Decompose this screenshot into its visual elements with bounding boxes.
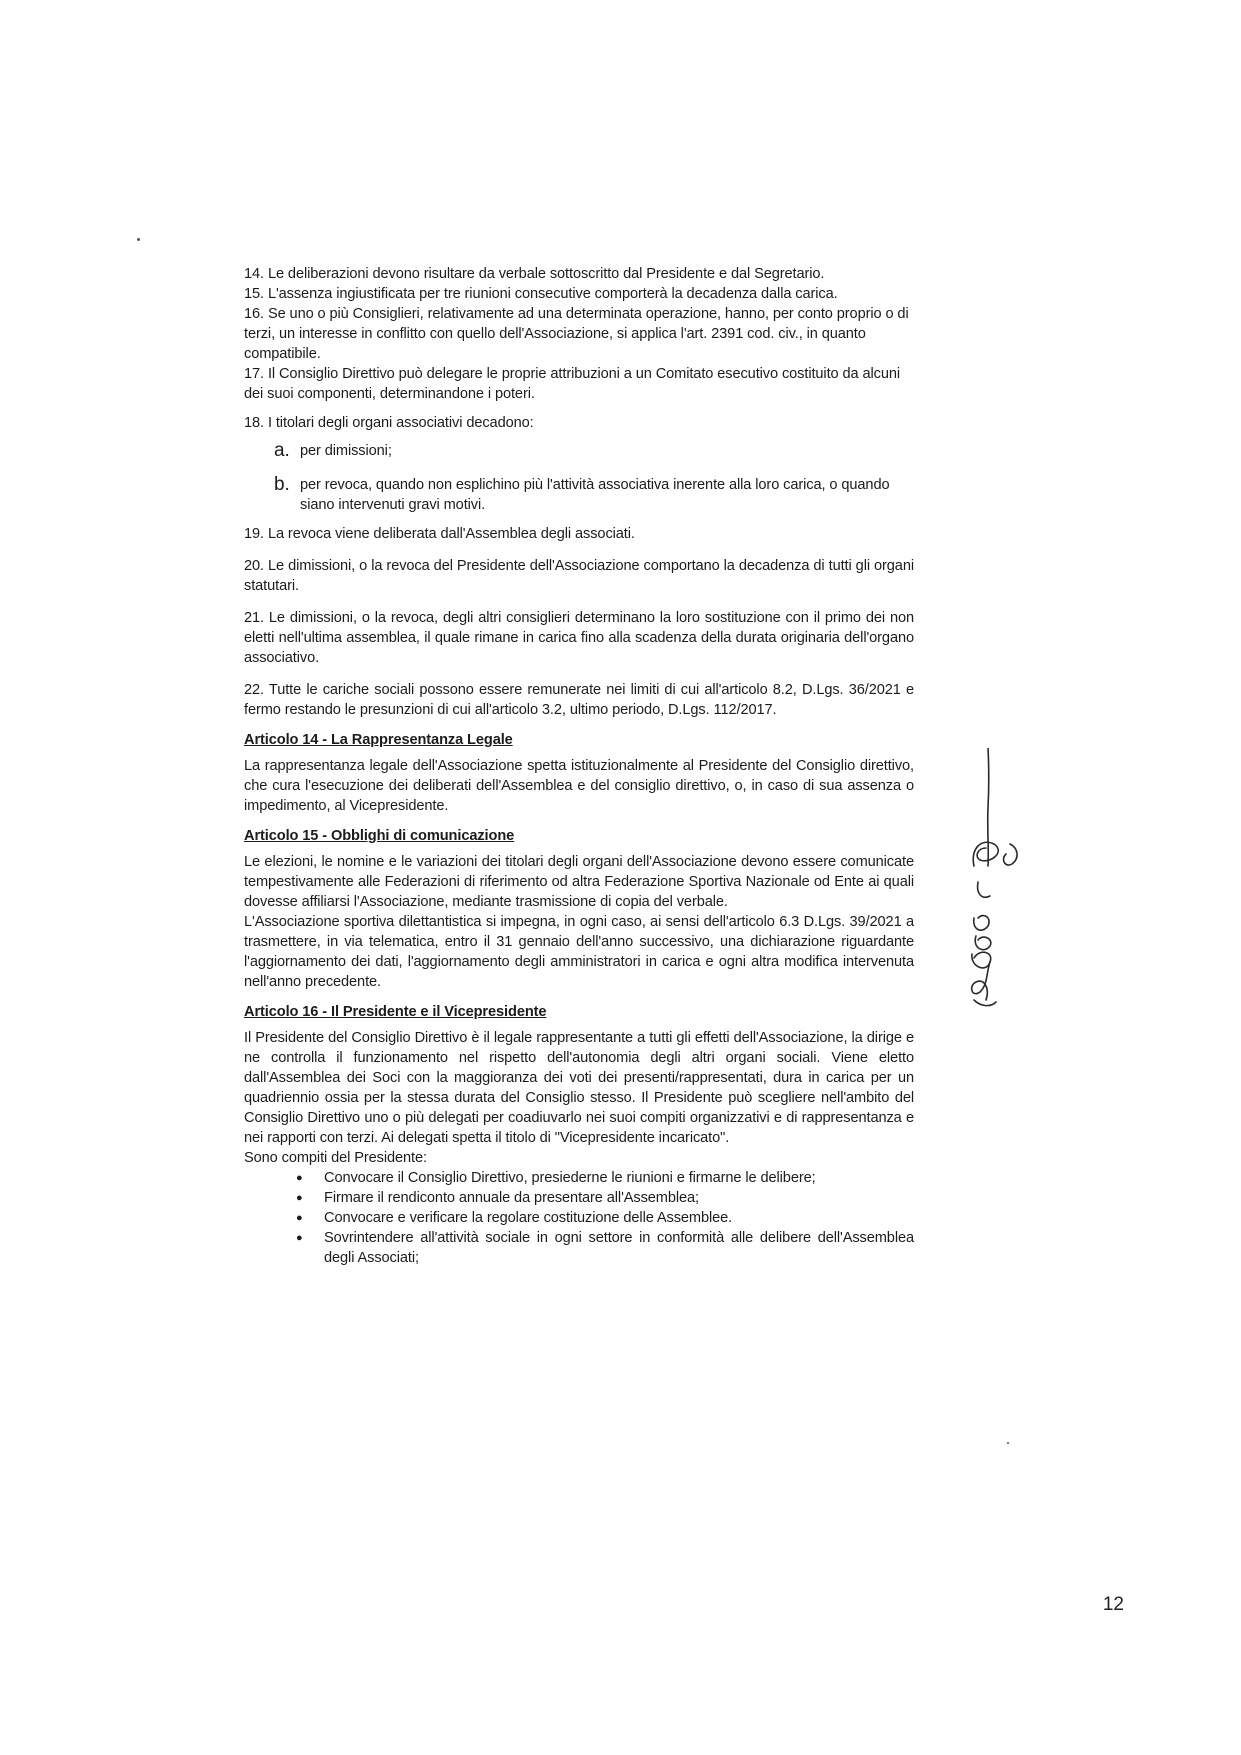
bullet-icon: ● — [296, 1232, 303, 1244]
paragraph-15: 15. L'assenza ingiustificata per tre riunioni consecutive comporterà la decadenza dalla carica. — [244, 286, 838, 302]
paragraph-18-intro: 18. I titolari degli organi associativi decadono: — [244, 415, 534, 431]
list-item — [244, 441, 914, 461]
list-item — [296, 1228, 914, 1268]
handwritten-signature — [960, 748, 1040, 1018]
compiti-intro: Sono compiti del Presidente: — [244, 1150, 427, 1166]
paragraph-17: 17. Il Consiglio Direttivo può delegare le proprie attribuzioni a un Comitato esecutivo costituito da alcuni dei suoi componenti, determinandone i poteri. — [244, 366, 901, 402]
paragraph-21: 21. Le dimissioni, o la revoca, degli altri consiglieri determinano la loro sostituzione con il primo dei non eletti nell'ultima assemblea, il quale rimane in carica fino alla scadenza della durata originaria dell'organo associativo. — [244, 610, 914, 666]
list-letter: b. — [274, 474, 290, 495]
list-item-text: Convocare e verificare la regolare costituzione delle Assemblee. — [324, 1210, 733, 1226]
list-item — [296, 1208, 914, 1228]
scan-speck — [1007, 1442, 1009, 1444]
article-16-heading: Articolo 16 - Il Presidente e il Vicepresidente — [244, 1004, 547, 1020]
list-item — [296, 1168, 914, 1188]
bullet-icon: ● — [296, 1192, 303, 1204]
article-16-text: Il Presidente del Consiglio Direttivo è il legale rappresentante a tutti gli effetti dell'Associazione, la dirige e ne controlla il funzionamento nel rispetto dell'autonomia degli altri organi sociali. Viene eletto dall'Assemblea dei Soci con la maggioranza dei voti dei presenti/rappresentati, dura in carica per un quadriennio ossia per la stessa durata del Consiglio stesso. Il Presidente può scegliere nell'ambito del Consiglio Direttivo uno o più delegati per coadiuvarlo nei suoi compiti organizzativi e di rappresentanza e nei rapporti con terzi. Ai delegati spetta il titolo di "Vicepresidente incaricato". — [244, 1030, 914, 1146]
document-body — [244, 264, 914, 1268]
article-15-text-1: Le elezioni, le nomine e le variazioni dei titolari degli organi dell'Associazione devono essere comunicate tempestivamente alle Federazioni di riferimento od altra Federazione Sportiva Nazionale od Ente ai quali dovesse affiliarsi l'Associazione, mediante trasmissione di copia del verbale. — [244, 854, 914, 910]
paragraph-22: 22. Tutte le cariche sociali possono essere remunerate nei limiti di cui all'articolo 8.2, D.Lgs. 36/2021 e fermo restando le presunzioni di cui all'articolo 3.2, ultimo periodo, D.Lgs. 112/2017. — [244, 682, 914, 718]
list-item-text: Firmare il rendiconto annuale da presentare all'Assemblea; — [324, 1190, 700, 1206]
paragraph-19: 19. La revoca viene deliberata dall'Assemblea degli associati. — [244, 526, 635, 542]
page-number: 12 — [1102, 1594, 1124, 1615]
compiti-list — [244, 1168, 914, 1268]
article-15-heading: Articolo 15 - Obblighi di comunicazione — [244, 828, 515, 844]
bullet-icon: ● — [296, 1212, 303, 1224]
paragraph-20: 20. Le dimissioni, o la revoca del Presidente dell'Associazione comportano la decadenza di tutti gli organi statutari. — [244, 558, 914, 594]
list-item-text: Sovrintendere all'attività sociale in ogni settore in conformità alle delibere dell'Assemblea degli Associati; — [324, 1230, 914, 1266]
list-letter: a. — [274, 440, 290, 461]
bullet-icon: ● — [296, 1172, 303, 1184]
list-item-text: per dimissioni; — [300, 443, 392, 459]
scan-speck — [137, 238, 140, 241]
list-item-text: per revoca, quando non esplichino più l'attività associativa inerente alla loro carica, o quando siano intervenuti gravi motivi. — [300, 477, 890, 513]
list-item — [296, 1188, 914, 1208]
paragraph-14: 14. Le deliberazioni devono risultare da verbale sottoscritto dal Presidente e dal Segretario. — [244, 266, 825, 282]
article-15-text-2: L'Associazione sportiva dilettantistica si impegna, in ogni caso, ai sensi dell'articolo 6.3 D.Lgs. 39/2021 a trasmettere, in via telematica, entro il 31 gennaio dell'anno successivo, una dichiarazione riguardante l'aggiornamento dei dati, l'aggiornamento degli amministratori in carica e ogni altra modifica intervenuta nell'anno precedente. — [244, 914, 914, 990]
paragraph-16: 16. Se uno o più Consiglieri, relativamente ad una determinata operazione, hanno, per conto proprio o di terzi, un interesse in conflitto con quello dell'Associazione, si applica l'art. 2391 cod. civ., in quanto compatibile. — [244, 306, 909, 362]
list-item — [244, 475, 914, 515]
article-14-heading: Articolo 14 - La Rappresentanza Legale — [244, 732, 513, 748]
article-14-text: La rappresentanza legale dell'Associazione spetta istituzionalmente al Presidente del Consiglio direttivo, che cura l'esecuzione dei deliberati dell'Assemblea e del consiglio direttivo, o, in caso di sua assenza o impedimento, al Vicepresidente. — [244, 758, 914, 814]
list-item-text: Convocare il Consiglio Direttivo, presiederne le riunioni e firmarne le delibere; — [324, 1170, 816, 1186]
